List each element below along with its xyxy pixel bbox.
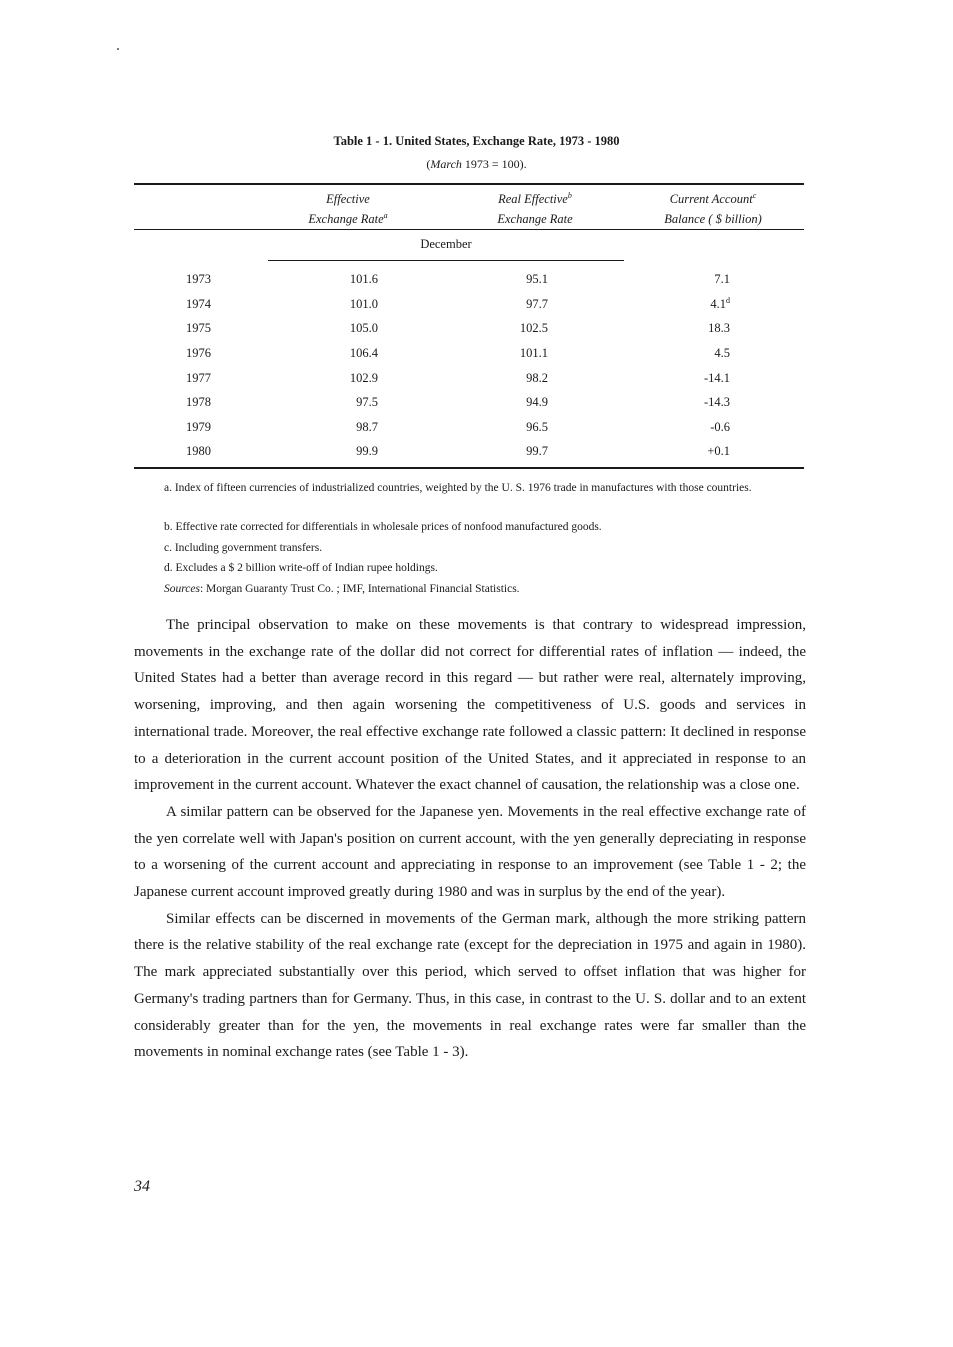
effective-rate-cell: 98.7 bbox=[356, 420, 378, 434]
effective-rate-cell: 99.9 bbox=[356, 444, 378, 458]
column-header-effective bbox=[248, 189, 448, 229]
table-bottom-rule bbox=[134, 467, 804, 469]
effective-rate-cell: 105.0 bbox=[349, 321, 378, 335]
paragraph: A similar pattern can be observed for the Japanese yen. Movements in the real effective exchange rate of the yen correlate well with Japan's position on current account, with the yen generally depreciating in response to a worsening of the current account and appreciating in response to an improvement (see Table 1 - 2; the Japanese current account improved greatly during 1980 and was in surplus by the end of the year). bbox=[134, 803, 806, 901]
effective-rate-cell: 106.4 bbox=[349, 346, 378, 360]
column-header-line: Current Account$^c$ bbox=[669, 190, 757, 206]
column-header-line: Effective bbox=[326, 192, 370, 206]
footnote-b: b. Effective rate corrected for differentials in wholesale prices of nonfood manufactured goods. bbox=[164, 521, 602, 533]
period-label: December bbox=[420, 237, 472, 251]
year-cell: 1978 bbox=[186, 395, 211, 409]
effective-rate-cell: 97.5 bbox=[356, 395, 378, 409]
table-top-rule bbox=[134, 183, 804, 185]
table-subtitle-italic: March bbox=[430, 157, 462, 171]
current-account-cell: -0.6 bbox=[710, 420, 730, 434]
year-cell: 1974 bbox=[186, 297, 211, 311]
paragraph: Similar effects can be discerned in movements of the German mark, although the more striking pattern there is the relative stability of the real exchange rate (except for the depreciation in 1975 and again in 1980). The mark appreciated substantially over this period, which served to offset inflation that was higher for Germany's trading partners than for Germany. Thus, in this case, in contrast to the U. S. dollar and to an extent considerably greater than for the yen, the movements in real exchange rates were far smaller than the movements in nominal exchange rates (see Table 1 - 3). bbox=[134, 910, 806, 1061]
table-row bbox=[0, 395, 953, 419]
year-cell: 1979 bbox=[186, 420, 211, 434]
year-cell: 1975 bbox=[186, 321, 211, 335]
current-account-cell: 18.3 bbox=[708, 321, 730, 335]
column-header-line: Real Effective$^b$ bbox=[498, 190, 572, 206]
footnote-d: d. Excludes a $ 2 billion write-off of Indian rupee holdings. bbox=[164, 562, 438, 574]
sources-note bbox=[134, 580, 808, 599]
body-text bbox=[134, 612, 806, 1066]
table-row bbox=[0, 272, 953, 296]
footnote-marker: b bbox=[567, 190, 572, 200]
page-number: 34 bbox=[134, 1178, 150, 1195]
table-row bbox=[0, 346, 953, 370]
table-row bbox=[0, 371, 953, 395]
real-effective-rate-cell: 96.5 bbox=[526, 420, 548, 434]
effective-rate-cell: 102.9 bbox=[349, 371, 378, 385]
current-account-cell: -14.3 bbox=[703, 395, 730, 409]
sources-label: Sources bbox=[164, 583, 200, 595]
effective-rate-cell: 101.6 bbox=[349, 272, 378, 286]
column-header-line: Balance ( $ billion) bbox=[664, 212, 762, 226]
table-subtitle-rest: 1973 = 100). bbox=[461, 157, 527, 171]
sources-text: : Morgan Guaranty Trust Co. ; IMF, International Financial Statistics. bbox=[199, 583, 520, 595]
table-header-rule bbox=[134, 229, 804, 230]
footnote-marker: c bbox=[752, 190, 757, 200]
table-title: Table 1 - 1. United States, Exchange Rate, 1973 - 1980 bbox=[333, 134, 620, 148]
column-header-line: Exchange Rate bbox=[497, 212, 573, 226]
year-cell: 1977 bbox=[186, 371, 211, 385]
paragraph: The principal observation to make on these movements is that contrary to widespread impression, movements in the exchange rate of the dollar did not correct for differential rates of inflation — indeed, the United States had a better than average record in this regard — but rather were real, alternately improving, worsening, improving, and then again worsening the competitiveness of U.S. goods and services in international trade. Moreover, the real effective exchange rate followed a classic pattern: It declined in response to a deterioration in the current account position of the United States, and it appreciated in response to an improvement in the current account. Whatever the exact channel of causation, the relationship was a close one. bbox=[134, 617, 806, 794]
scan-speck bbox=[117, 48, 119, 50]
year-cell: 1973 bbox=[186, 272, 211, 286]
table-row bbox=[0, 420, 953, 444]
year-cell: 1976 bbox=[186, 346, 211, 360]
real-effective-rate-cell: 102.5 bbox=[519, 321, 548, 335]
table-row bbox=[0, 321, 953, 345]
real-effective-rate-cell: 101.1 bbox=[519, 346, 548, 360]
table-subtitle: (March 1973 = 100). bbox=[426, 157, 527, 171]
year-cell: 1980 bbox=[186, 444, 211, 458]
table-row bbox=[0, 444, 953, 468]
effective-rate-cell: 101.0 bbox=[349, 297, 378, 311]
real-effective-rate-cell: 99.7 bbox=[526, 444, 548, 458]
column-header-line: Exchange Rate$^a$ bbox=[308, 210, 388, 226]
real-effective-rate-cell: 97.7 bbox=[526, 297, 548, 311]
current-account-cell: 7.1 bbox=[714, 272, 730, 286]
current-account-cell: +0.1 bbox=[707, 444, 730, 458]
period-rule bbox=[268, 260, 624, 261]
column-header-current-account bbox=[613, 189, 813, 229]
current-account-cell: 4.5 bbox=[714, 346, 730, 360]
footnote-marker: d bbox=[726, 295, 730, 305]
footnote-marker: a bbox=[383, 210, 388, 220]
real-effective-rate-cell: 98.2 bbox=[526, 371, 548, 385]
footnote-a: a. Index of fifteen currencies of industrialized countries, weighted by the U. S. 1976 trade in manufactures with those countries. bbox=[164, 482, 752, 494]
column-header-real-effective bbox=[435, 189, 635, 229]
current-account-cell: -14.1 bbox=[703, 371, 730, 385]
real-effective-rate-cell: 94.9 bbox=[526, 395, 548, 409]
current-account-cell: 4.1$^d$ bbox=[710, 295, 730, 311]
table-row bbox=[0, 297, 953, 321]
footnote-c: c. Including government transfers. bbox=[164, 542, 323, 554]
real-effective-rate-cell: 95.1 bbox=[526, 272, 548, 286]
